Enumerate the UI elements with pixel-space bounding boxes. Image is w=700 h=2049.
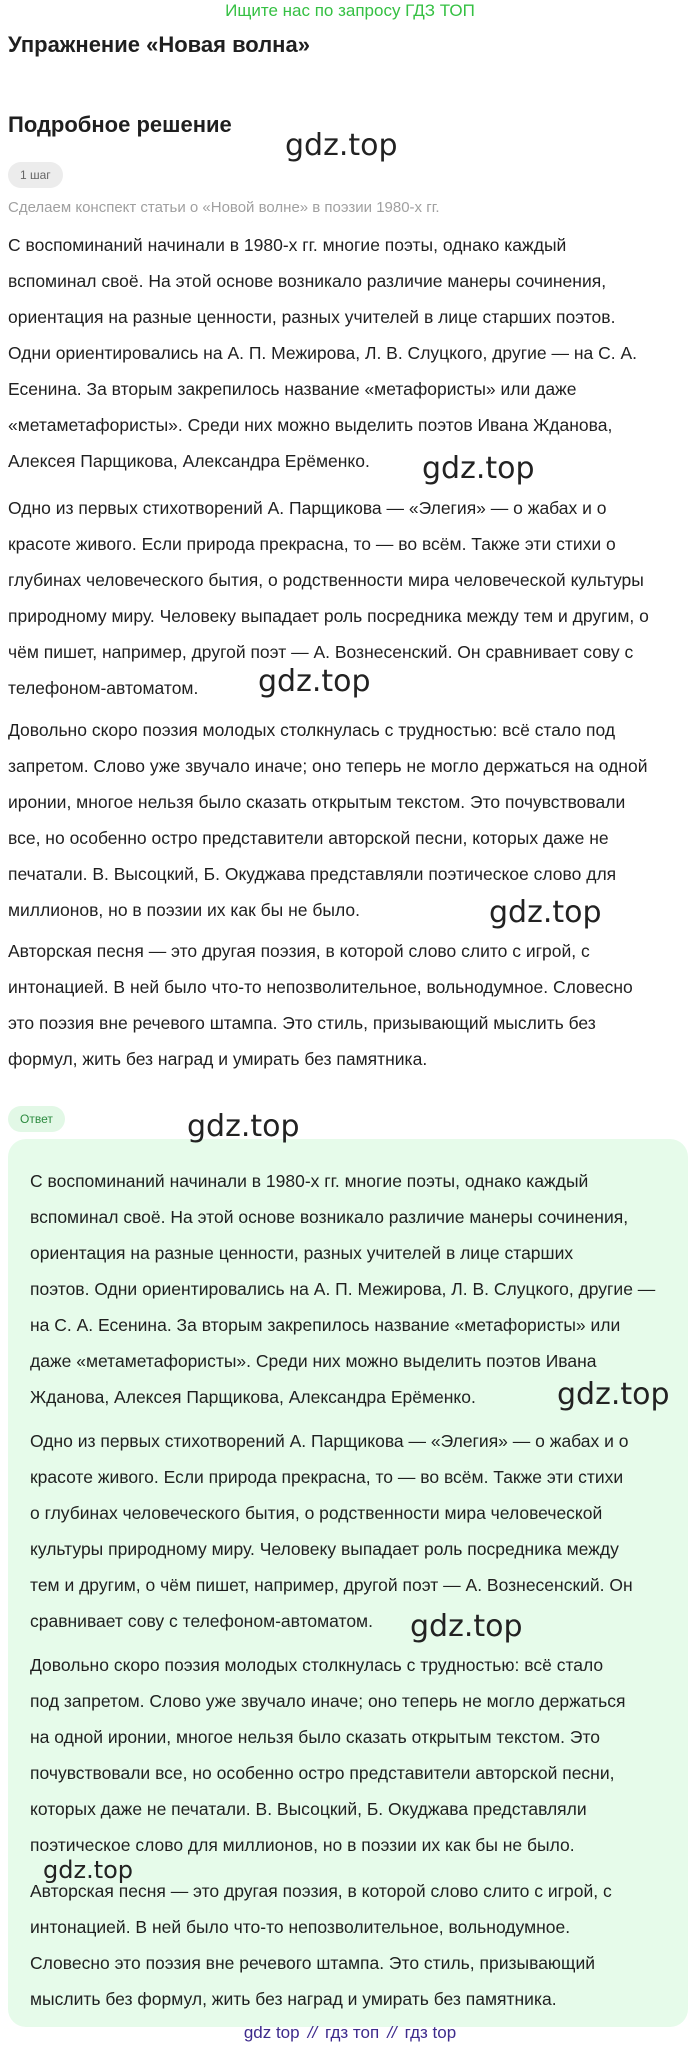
text-line: это поэзия вне речевого штампа. Это стиль, призывающий мыслить без: [8, 1013, 596, 1033]
text-line: вспоминал своё. На этой основе возникало различие манеры сочинения,: [30, 1207, 629, 1227]
text-line: иронии, многое нельзя было сказать открытым текстом. Это почувствовали: [8, 792, 626, 812]
watermark: gdz.top: [489, 895, 602, 930]
text-line: красоте живого. Если природа прекрасна, то — во всём. Также эти стихи: [30, 1467, 624, 1487]
watermark: gdz.top: [410, 1609, 523, 1644]
solution-paragraph-1: [8, 227, 692, 479]
text-line: поэтическое слово для миллионов, но в поэзии их как бы не было.: [30, 1835, 575, 1855]
text-line: на одной иронии, многое нельзя было сказать открытым текстом. Это: [30, 1727, 600, 1747]
text-line: ориентация на разные ценности, разных учителей в лице старших поэтов.: [8, 307, 616, 327]
text-line: чём пишет, например, другой поэт — А. Вознесенский. Он сравнивает сову с: [8, 642, 634, 662]
text-line: С воспоминаний начинали в 1980-х гг. многие поэты, однако каждый: [30, 1171, 589, 1191]
watermark: gdz.top: [187, 1109, 300, 1144]
text-line: Словесно это поэзия вне речевого штампа. Это стиль, призывающий: [30, 1953, 596, 1973]
answer-paragraph-2: [30, 1423, 670, 1639]
watermark: gdz.top: [422, 451, 535, 486]
text-line: «метаметафористы». Среди них можно выделить поэтов Ивана Жданова,: [8, 415, 613, 435]
text-line: культуры природному миру. Человеку выпадает роль посредника между: [30, 1539, 619, 1559]
text-line: Жданова, Алексея Парщикова, Александра Ерёменко.: [30, 1387, 476, 1407]
search-hint-banner: Ищите нас по запросу ГДЗ ТОП: [225, 1, 475, 20]
text-line: Одно из первых стихотворений А. Парщикова — «Элегия» — о жабах и о: [8, 498, 607, 518]
text-line: которых даже не печатали. В. Высоцкий, Б. Окуджава представляли: [30, 1799, 587, 1819]
text-line: Авторская песня — это другая поэзия, в которой слово слито с игрой, с: [8, 941, 590, 961]
watermark: gdz.top: [557, 1377, 670, 1412]
text-line: миллионов, но в поэзии их как бы не было.: [8, 900, 360, 920]
text-line: все, но особенно остро представители авторской песни, которых даже не: [8, 828, 609, 848]
text-line: о глубинах человеческого бытия, о родственности мира человеческой: [30, 1503, 603, 1523]
footer-separator: //: [387, 2023, 397, 2042]
text-line: печатали. В. Высоцкий, Б. Окуджава представляли поэтическое слово для: [8, 864, 617, 884]
text-line: Довольно скоро поэзия молодых столкнулась с трудностью: всё стало под: [8, 720, 616, 740]
step-badge: 1 шаг: [8, 162, 63, 188]
watermark: gdz.top: [258, 664, 371, 699]
text-line: Алексея Парщикова, Александра Ерёменко.: [8, 451, 370, 471]
text-line: Одни ориентировались на А. П. Межирова, Л. В. Слуцкого, другие — на С. А.: [8, 343, 637, 363]
text-line: телефоном-автоматом.: [8, 678, 199, 698]
text-line: даже «метаметафористы». Среди них можно выделить поэтов Ивана: [30, 1351, 597, 1371]
text-line: мыслить без формул, жить без наград и умирать без памятника.: [30, 1989, 557, 2009]
text-line: Одно из первых стихотворений А. Парщикова — «Элегия» — о жабах и о: [30, 1431, 629, 1451]
watermark: gdz.top: [285, 128, 398, 163]
text-line: поэтов. Одни ориентировались на А. П. Межирова, Л. В. Слуцкого, другие —: [30, 1279, 656, 1299]
text-line: интонацией. В ней было что-то непозволительное, вольнодумное.: [30, 1917, 571, 1937]
text-line: С воспоминаний начинали в 1980-х гг. многие поэты, однако каждый: [8, 235, 567, 255]
footer-separator: //: [307, 2023, 318, 2042]
answer-paragraph-4: [30, 1873, 670, 2017]
answer-badge: Ответ: [8, 1106, 65, 1132]
text-line: сравнивает сову с телефоном-автоматом.: [30, 1611, 373, 1631]
text-line: формул, жить без наград и умирать без памятника.: [8, 1049, 428, 1069]
text-line: ориентация на разные ценности, разных учителей в лице старших: [30, 1243, 574, 1263]
text-line: запретом. Слово уже звучало иначе; оно теперь не могло держаться на одной: [8, 756, 648, 776]
footer-link-gdz-top[interactable]: gdz top: [243, 2023, 300, 2042]
footer-link-gdz-top-ru[interactable]: гдз топ: [325, 2023, 380, 2042]
solution-paragraph-4: [8, 933, 692, 1077]
footer-links: [0, 2020, 700, 2046]
text-line: тем и другим, о чём пишет, например, другой поэт — А. Вознесенский. Он: [30, 1575, 633, 1595]
watermark: gdz.top: [43, 1856, 134, 1884]
answer-paragraph-3: [30, 1647, 670, 1863]
text-line: Довольно скоро поэзия молодых столкнулась с трудностью: всё стало: [30, 1655, 604, 1675]
step-note: Сделаем конспект статьи о «Новой волне» в поэзии 1980-х гг.: [8, 199, 440, 216]
section-title: Подробное решение: [8, 112, 232, 137]
text-line: Авторская песня — это другая поэзия, в которой слово слито с игрой, с: [30, 1881, 612, 1901]
text-line: под запретом. Слово уже звучало иначе; оно теперь не могло держаться: [30, 1691, 626, 1711]
text-line: вспоминал своё. На этой основе возникало различие манеры сочинения,: [8, 271, 607, 291]
page-title: Упражнение «Новая волна»: [8, 32, 310, 57]
text-line: интонацией. В ней было что-то непозволительное, вольнодумное. Словесно: [8, 977, 633, 997]
text-line: красоте живого. Если природа прекрасна, то — во всём. Также эти стихи о: [8, 534, 616, 554]
text-line: на С. А. Есенина. За вторым закрепилось название «метафористы» или: [30, 1315, 621, 1335]
text-line: почувствовали все, но особенно остро представители авторской песни,: [30, 1763, 615, 1783]
text-line: Есенина. За вторым закрепилось название «метафористы» или даже: [8, 379, 577, 399]
text-line: природному миру. Человеку выпадает роль посредника между тем и другим, о: [8, 606, 649, 626]
text-line: глубинах человеческого бытия, о родственности мира человеческой культуры: [8, 570, 644, 590]
footer-link-gdz-top-mixed[interactable]: гдз top: [404, 2023, 457, 2042]
